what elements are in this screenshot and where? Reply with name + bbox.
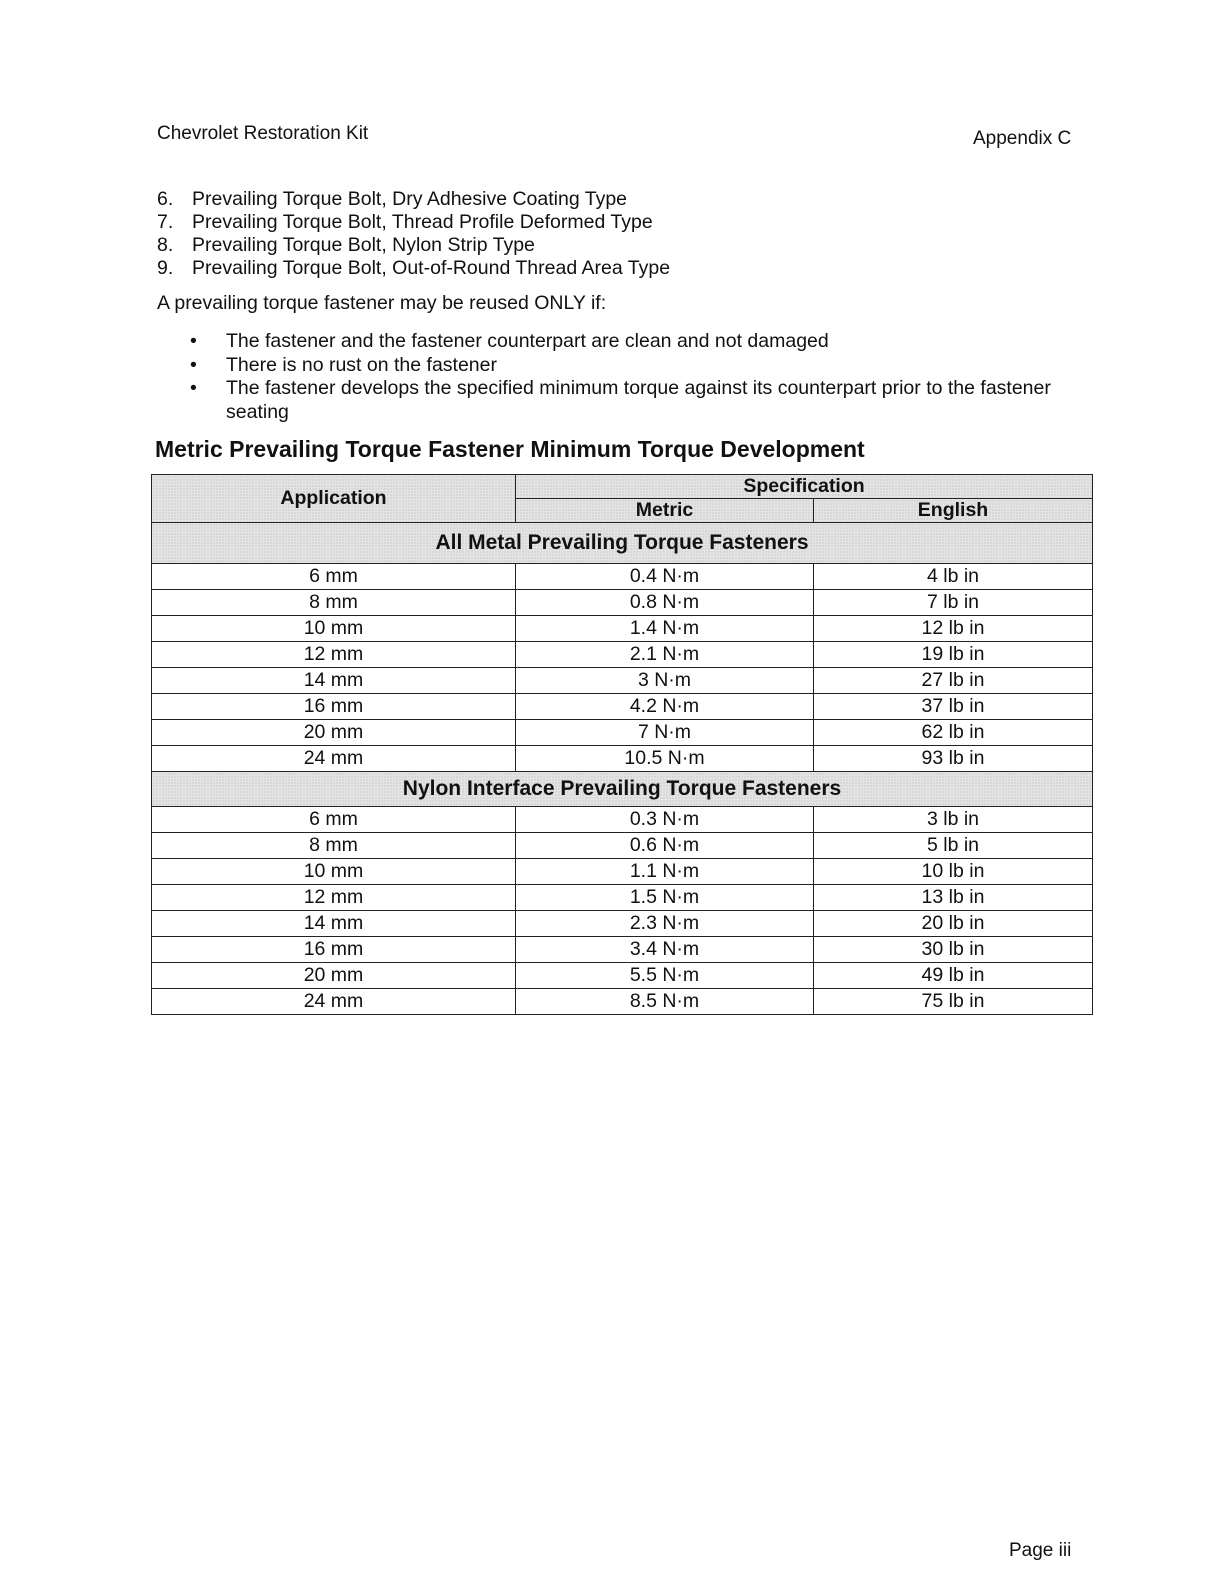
table-row	[152, 937, 1093, 963]
section-title: All Metal Prevailing Torque Fasteners	[152, 523, 1093, 564]
cell-metric: 8.5 N·m	[516, 989, 814, 1015]
cell-app: 6 mm	[152, 564, 516, 590]
cell-metric: 0.4 N·m	[516, 564, 814, 590]
bullet-icon: •	[190, 330, 197, 352]
column-header-metric: Metric	[516, 499, 814, 523]
cell-app: 24 mm	[152, 989, 516, 1015]
cell-app: 14 mm	[152, 668, 516, 694]
cell-app: 20 mm	[152, 720, 516, 746]
list-item: 6. Prevailing Torque Bolt, Dry Adhesive Coating Type	[157, 188, 628, 210]
cell-metric: 2.1 N·m	[516, 642, 814, 668]
page-number: Page iii	[1009, 1540, 1072, 1561]
column-header-english: English	[814, 499, 1093, 523]
bullet-item: • The fastener develops the specified minimum torque against its counterpart prior to the fastener seating	[190, 377, 1051, 423]
bullet-icon: •	[190, 353, 197, 376]
header-row	[152, 475, 1093, 499]
cell-english: 49 lb in	[814, 963, 1093, 989]
cell-english: 5 lb in	[814, 833, 1093, 859]
cell-metric: 4.2 N·m	[516, 694, 814, 720]
cell-app: 8 mm	[152, 833, 516, 859]
cell-english: 37 lb in	[814, 694, 1093, 720]
cell-english: 30 lb in	[814, 937, 1093, 963]
bullet-item: • There is no rust on the fastener	[190, 353, 497, 376]
cell-app: 20 mm	[152, 963, 516, 989]
header-title: Chevrolet Restoration Kit	[157, 123, 369, 144]
cell-app: 8 mm	[152, 590, 516, 616]
table-row	[152, 885, 1093, 911]
cell-app: 12 mm	[152, 885, 516, 911]
cell-english: 13 lb in	[814, 885, 1093, 911]
table-row	[152, 564, 1093, 590]
cell-metric: 10.5 N·m	[516, 746, 814, 772]
bullet-list	[190, 330, 1090, 424]
table-row	[152, 807, 1093, 833]
cell-app: 16 mm	[152, 694, 516, 720]
cell-english: 27 lb in	[814, 668, 1093, 694]
cell-english: 93 lb in	[814, 746, 1093, 772]
header-appendix: Appendix C	[973, 128, 1072, 149]
cell-app: 6 mm	[152, 807, 516, 833]
table-row	[152, 616, 1093, 642]
table-row	[152, 833, 1093, 859]
list-item: 8. Prevailing Torque Bolt, Nylon Strip Type	[157, 234, 535, 256]
cell-english: 62 lb in	[814, 720, 1093, 746]
section-title: Nylon Interface Prevailing Torque Fasteners	[152, 772, 1093, 807]
column-header-specification: Specification	[516, 475, 1093, 499]
cell-app: 16 mm	[152, 937, 516, 963]
cell-english: 7 lb in	[814, 590, 1093, 616]
cell-app: 10 mm	[152, 616, 516, 642]
cell-metric: 2.3 N·m	[516, 911, 814, 937]
section-header-row	[152, 523, 1093, 564]
cell-english: 3 lb in	[814, 807, 1093, 833]
cell-metric: 0.6 N·m	[516, 833, 814, 859]
intro-paragraph: A prevailing torque fastener may be reused ONLY if:	[157, 292, 607, 314]
list-item: 7. Prevailing Torque Bolt, Thread Profile Deformed Type	[157, 211, 653, 233]
column-header-application: Application	[152, 475, 516, 523]
cell-metric: 3.4 N·m	[516, 937, 814, 963]
cell-english: 4 lb in	[814, 564, 1093, 590]
cell-app: 24 mm	[152, 746, 516, 772]
table-title: Metric Prevailing Torque Fastener Minimum Torque Development	[155, 436, 865, 462]
cell-app: 10 mm	[152, 859, 516, 885]
cell-english: 12 lb in	[814, 616, 1093, 642]
cell-metric: 5.5 N·m	[516, 963, 814, 989]
bullet-item: • The fastener and the fastener counterpart are clean and not damaged	[190, 330, 829, 352]
cell-metric: 0.3 N·m	[516, 807, 814, 833]
table-row	[152, 694, 1093, 720]
table-row	[152, 642, 1093, 668]
cell-metric: 3 N·m	[516, 668, 814, 694]
cell-english: 20 lb in	[814, 911, 1093, 937]
table-row	[152, 590, 1093, 616]
cell-metric: 0.8 N·m	[516, 590, 814, 616]
cell-english: 19 lb in	[814, 642, 1093, 668]
torque-table	[151, 474, 1093, 1015]
cell-app: 12 mm	[152, 642, 516, 668]
table-row	[152, 746, 1093, 772]
cell-english: 10 lb in	[814, 859, 1093, 885]
table-row	[152, 989, 1093, 1015]
table-row	[152, 668, 1093, 694]
table-row	[152, 859, 1093, 885]
section-header-row	[152, 772, 1093, 807]
cell-english: 75 lb in	[814, 989, 1093, 1015]
cell-metric: 1.1 N·m	[516, 859, 814, 885]
cell-metric: 1.5 N·m	[516, 885, 814, 911]
cell-metric: 7 N·m	[516, 720, 814, 746]
table-row	[152, 911, 1093, 937]
table-row	[152, 720, 1093, 746]
cell-metric: 1.4 N·m	[516, 616, 814, 642]
table-row	[152, 963, 1093, 989]
bullet-icon: •	[190, 377, 197, 399]
table-body	[152, 523, 1093, 1015]
cell-app: 14 mm	[152, 911, 516, 937]
numbered-list	[157, 188, 670, 280]
list-item: 9. Prevailing Torque Bolt, Out-of-Round Thread Area Type	[157, 257, 671, 279]
